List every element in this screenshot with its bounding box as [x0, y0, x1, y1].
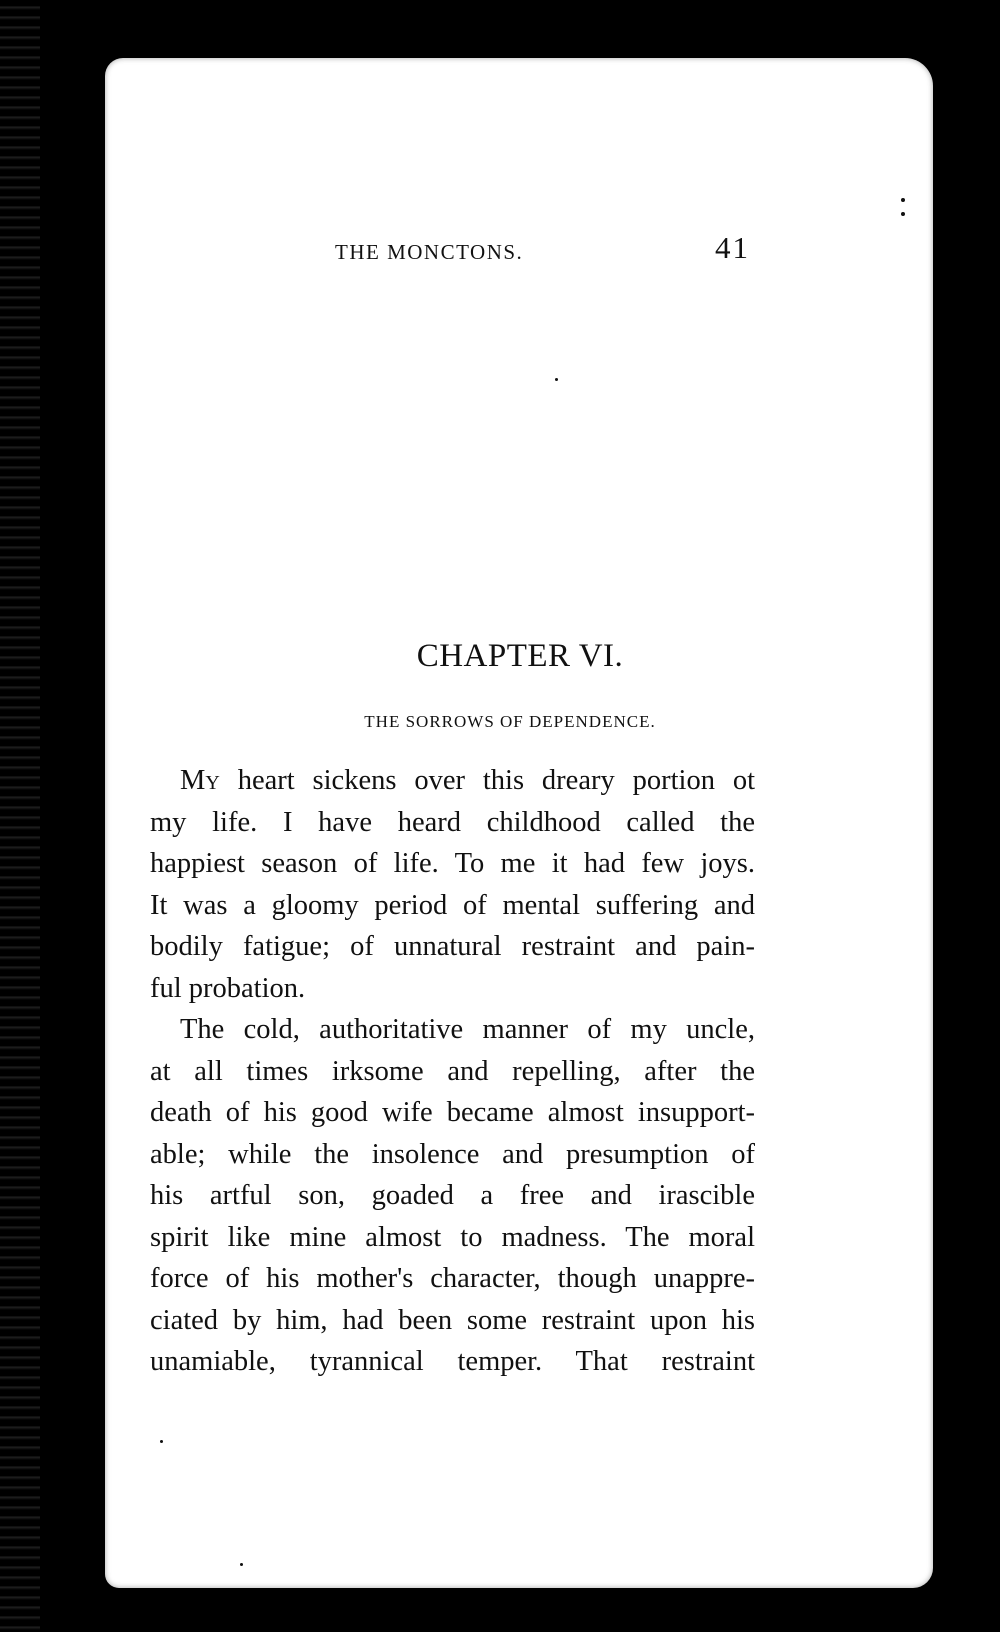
text-line: happiest season of life. To me it had few joys. [150, 848, 755, 879]
chapter-title: CHAPTER VI. [416, 638, 624, 674]
text-line: able; while the insolence and presumption of [150, 1138, 755, 1170]
paragraph [150, 1009, 755, 1051]
text-line: his artful son, goaded a free and irascible [150, 1180, 755, 1211]
text-line-wrap [150, 1258, 755, 1300]
text-line: bodily fatigue; of unnatural restraint and pain- [150, 931, 755, 962]
text-line-wrap [150, 1217, 755, 1259]
text-line: at all times irksome and repelling, after the [150, 1055, 755, 1087]
text-line: It was a gloomy period of mental suffering and [150, 889, 755, 921]
running-head: THE MONCTONS. [335, 240, 524, 264]
text-line: ciated by him, had been some restraint upon his [150, 1304, 755, 1336]
scan-speck [240, 1563, 243, 1566]
text-line-wrap [150, 1175, 755, 1217]
text-line-wrap [150, 802, 755, 844]
text-line-wrap [150, 968, 755, 1010]
text-line: force of his mother's character, though unappre- [150, 1263, 755, 1294]
paragraph [150, 760, 755, 802]
scan-border [0, 0, 40, 1632]
text-line: my life. I have heard childhood called the [150, 806, 755, 838]
scan-speck [901, 198, 905, 202]
scan-speck [555, 378, 558, 381]
text-line: unamiable, tyrannical temper. That restraint [150, 1346, 755, 1377]
chapter-subtitle: THE SORROWS OF DEPENDENCE. [364, 712, 656, 731]
text-line-wrap [150, 1134, 755, 1176]
text-line: heart sickens over this dreary portion ot [219, 765, 755, 796]
text-line-wrap [150, 1051, 755, 1093]
drop-word: My [180, 765, 220, 796]
text-line: death of his good wife became almost insupport- [150, 1097, 755, 1128]
text-line-wrap [150, 1092, 755, 1134]
text-line-wrap [150, 843, 755, 885]
text-line-wrap [150, 1300, 755, 1342]
text-line: The cold, authoritative manner of my uncle, [180, 1014, 755, 1045]
text-line: ful probation. [150, 972, 306, 1004]
scan-speck [901, 212, 905, 216]
body-text [150, 760, 755, 1383]
text-line-wrap [150, 885, 755, 927]
text-line: spirit like mine almost to madness. The moral [150, 1221, 755, 1253]
scan-speck [160, 1440, 163, 1443]
page-number: 41 [715, 230, 750, 265]
text-line-wrap [150, 926, 755, 968]
text-line-wrap [150, 1341, 755, 1383]
